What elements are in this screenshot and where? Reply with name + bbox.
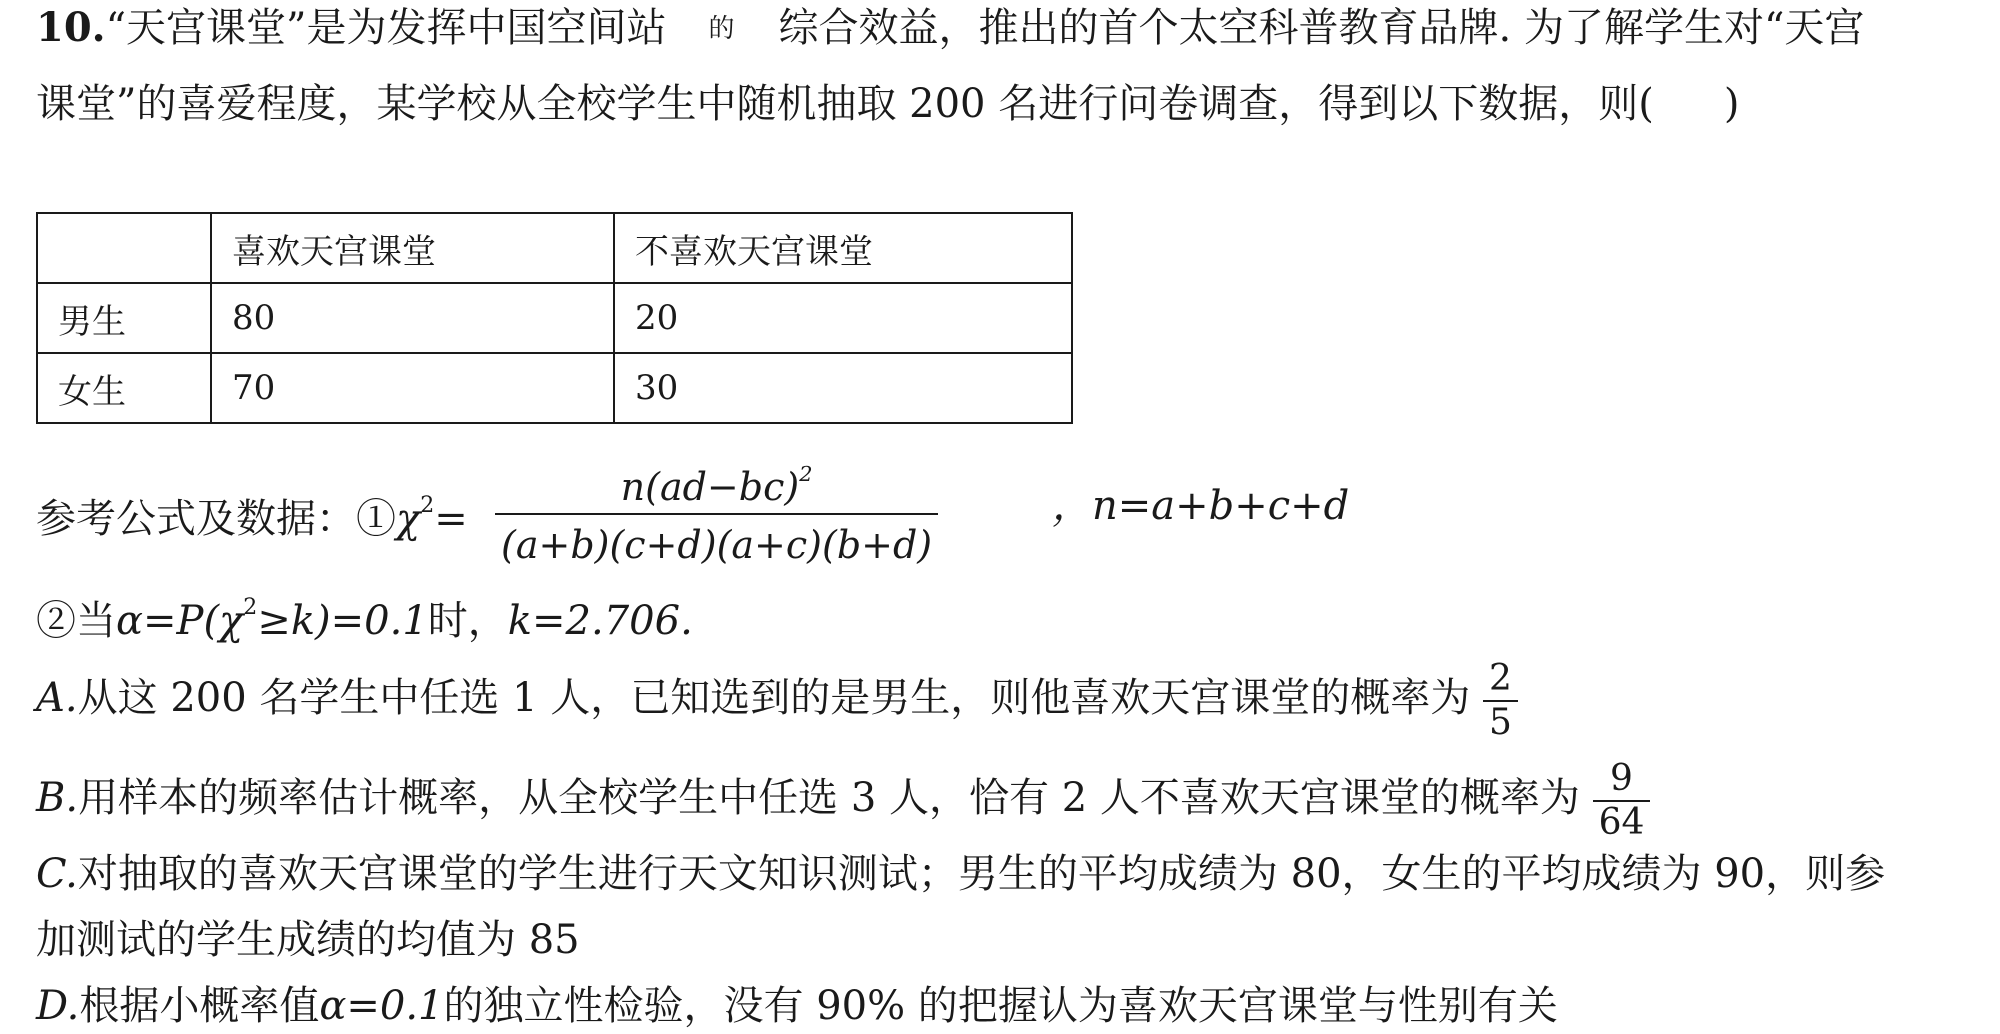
table-header-cell: 喜欢天宫课堂 xyxy=(211,213,614,283)
question-text-1b: 综合效益，推出的首个太空科普教育品牌. 为了解学生对“天宫 xyxy=(778,5,1865,51)
formula-line2-mid: 时， xyxy=(427,597,508,644)
option-a-fraction xyxy=(1483,658,1518,744)
option-a[interactable] xyxy=(36,658,1518,744)
formula-line-2 xyxy=(36,580,693,649)
option-b-letter: B. xyxy=(36,775,79,821)
option-d[interactable] xyxy=(36,978,1558,1034)
formula-line2-math-c: k=2.706. xyxy=(507,597,693,644)
option-a-letter: A. xyxy=(36,675,78,721)
option-a-text: 从这 200 名学生中任选 1 人，已知选到的是男生，则他喜欢天宫课堂的概率为 xyxy=(77,675,1471,721)
fraction-numerator: 2 xyxy=(1488,658,1512,699)
option-c-line-2: 加测试的学生成绩的均值为 85 xyxy=(36,917,580,963)
question-paren-close: ) xyxy=(1723,81,1740,127)
option-c-text: 对抽取的喜欢天宫课堂的学生进行天文知识测试；男生的平均成绩为 80，女生的平均成绩为 90，则参 xyxy=(77,851,1886,897)
formula-equals: = xyxy=(434,495,468,542)
question-line-1 xyxy=(36,0,1864,57)
option-d-letter: D. xyxy=(36,983,80,1029)
option-b-fraction xyxy=(1593,758,1651,844)
question-text-small: 的 xyxy=(708,14,735,44)
question-text-1a: “天宫课堂”是为发挥中国空间站 xyxy=(105,5,667,51)
option-c-letter: C. xyxy=(36,851,78,897)
option-b[interactable] xyxy=(36,758,1650,844)
option-d-math: α=0.1 xyxy=(319,983,444,1029)
table-cell: 30 xyxy=(614,353,1072,423)
question-text-2: 课堂”的喜爱程度，某学校从全校学生中随机抽取 200 名进行问卷调查，得到以下数据，则( xyxy=(36,81,1654,127)
option-d-text-a: 根据小概率值 xyxy=(79,983,320,1029)
option-d-text-b: 的独立性检验，没有 90% 的把握认为喜欢天宫课堂与性别有关 xyxy=(443,983,1558,1029)
fraction-numerator xyxy=(495,448,938,513)
formula-suffix: ，n=a+b+c+d xyxy=(1052,483,1350,529)
chi-symbol: χ xyxy=(396,495,421,542)
formula-line2-prefix: ②当 xyxy=(36,597,116,644)
fraction-numerator: 9 xyxy=(1610,758,1633,799)
chi-exponent: 2 xyxy=(420,493,435,518)
option-c[interactable] xyxy=(36,846,1885,902)
formula-line2-math-a: α=P(χ xyxy=(116,597,244,644)
fraction-denominator: (a+b)(c+d)(a+c)(b+d) xyxy=(501,522,933,567)
numerator-exponent: 2 xyxy=(799,462,813,486)
table-header-row xyxy=(37,213,1072,283)
chi-square-fraction xyxy=(495,448,938,575)
table-cell: 女生 xyxy=(37,353,211,423)
table-header-cell xyxy=(37,213,211,283)
table-row xyxy=(37,353,1072,423)
option-b-text: 用样本的频率估计概率，从全校学生中任选 3 人，恰有 2 人不喜欢天宫课堂的概率为 xyxy=(78,775,1580,821)
table-cell: 70 xyxy=(211,353,614,423)
fraction-denominator: 5 xyxy=(1488,702,1512,743)
numerator-text: n(ad−bc) xyxy=(620,464,800,509)
table-cell: 男生 xyxy=(37,283,211,353)
formula-line2-math-b: ≥k)=0.1 xyxy=(257,597,428,644)
formula-line-1 xyxy=(36,478,468,547)
table-header-cell: 不喜欢天宫课堂 xyxy=(614,213,1072,283)
survey-table xyxy=(36,212,1073,424)
question-line-2 xyxy=(36,76,1739,132)
formula-line2-exponent: 2 xyxy=(243,595,258,620)
table-row xyxy=(37,283,1072,353)
formula-prefix: 参考公式及数据：① xyxy=(36,495,396,542)
table-cell: 20 xyxy=(614,283,1072,353)
fraction-denominator: 64 xyxy=(1598,802,1645,843)
question-number: 10. xyxy=(36,4,106,51)
table-cell: 80 xyxy=(211,283,614,353)
